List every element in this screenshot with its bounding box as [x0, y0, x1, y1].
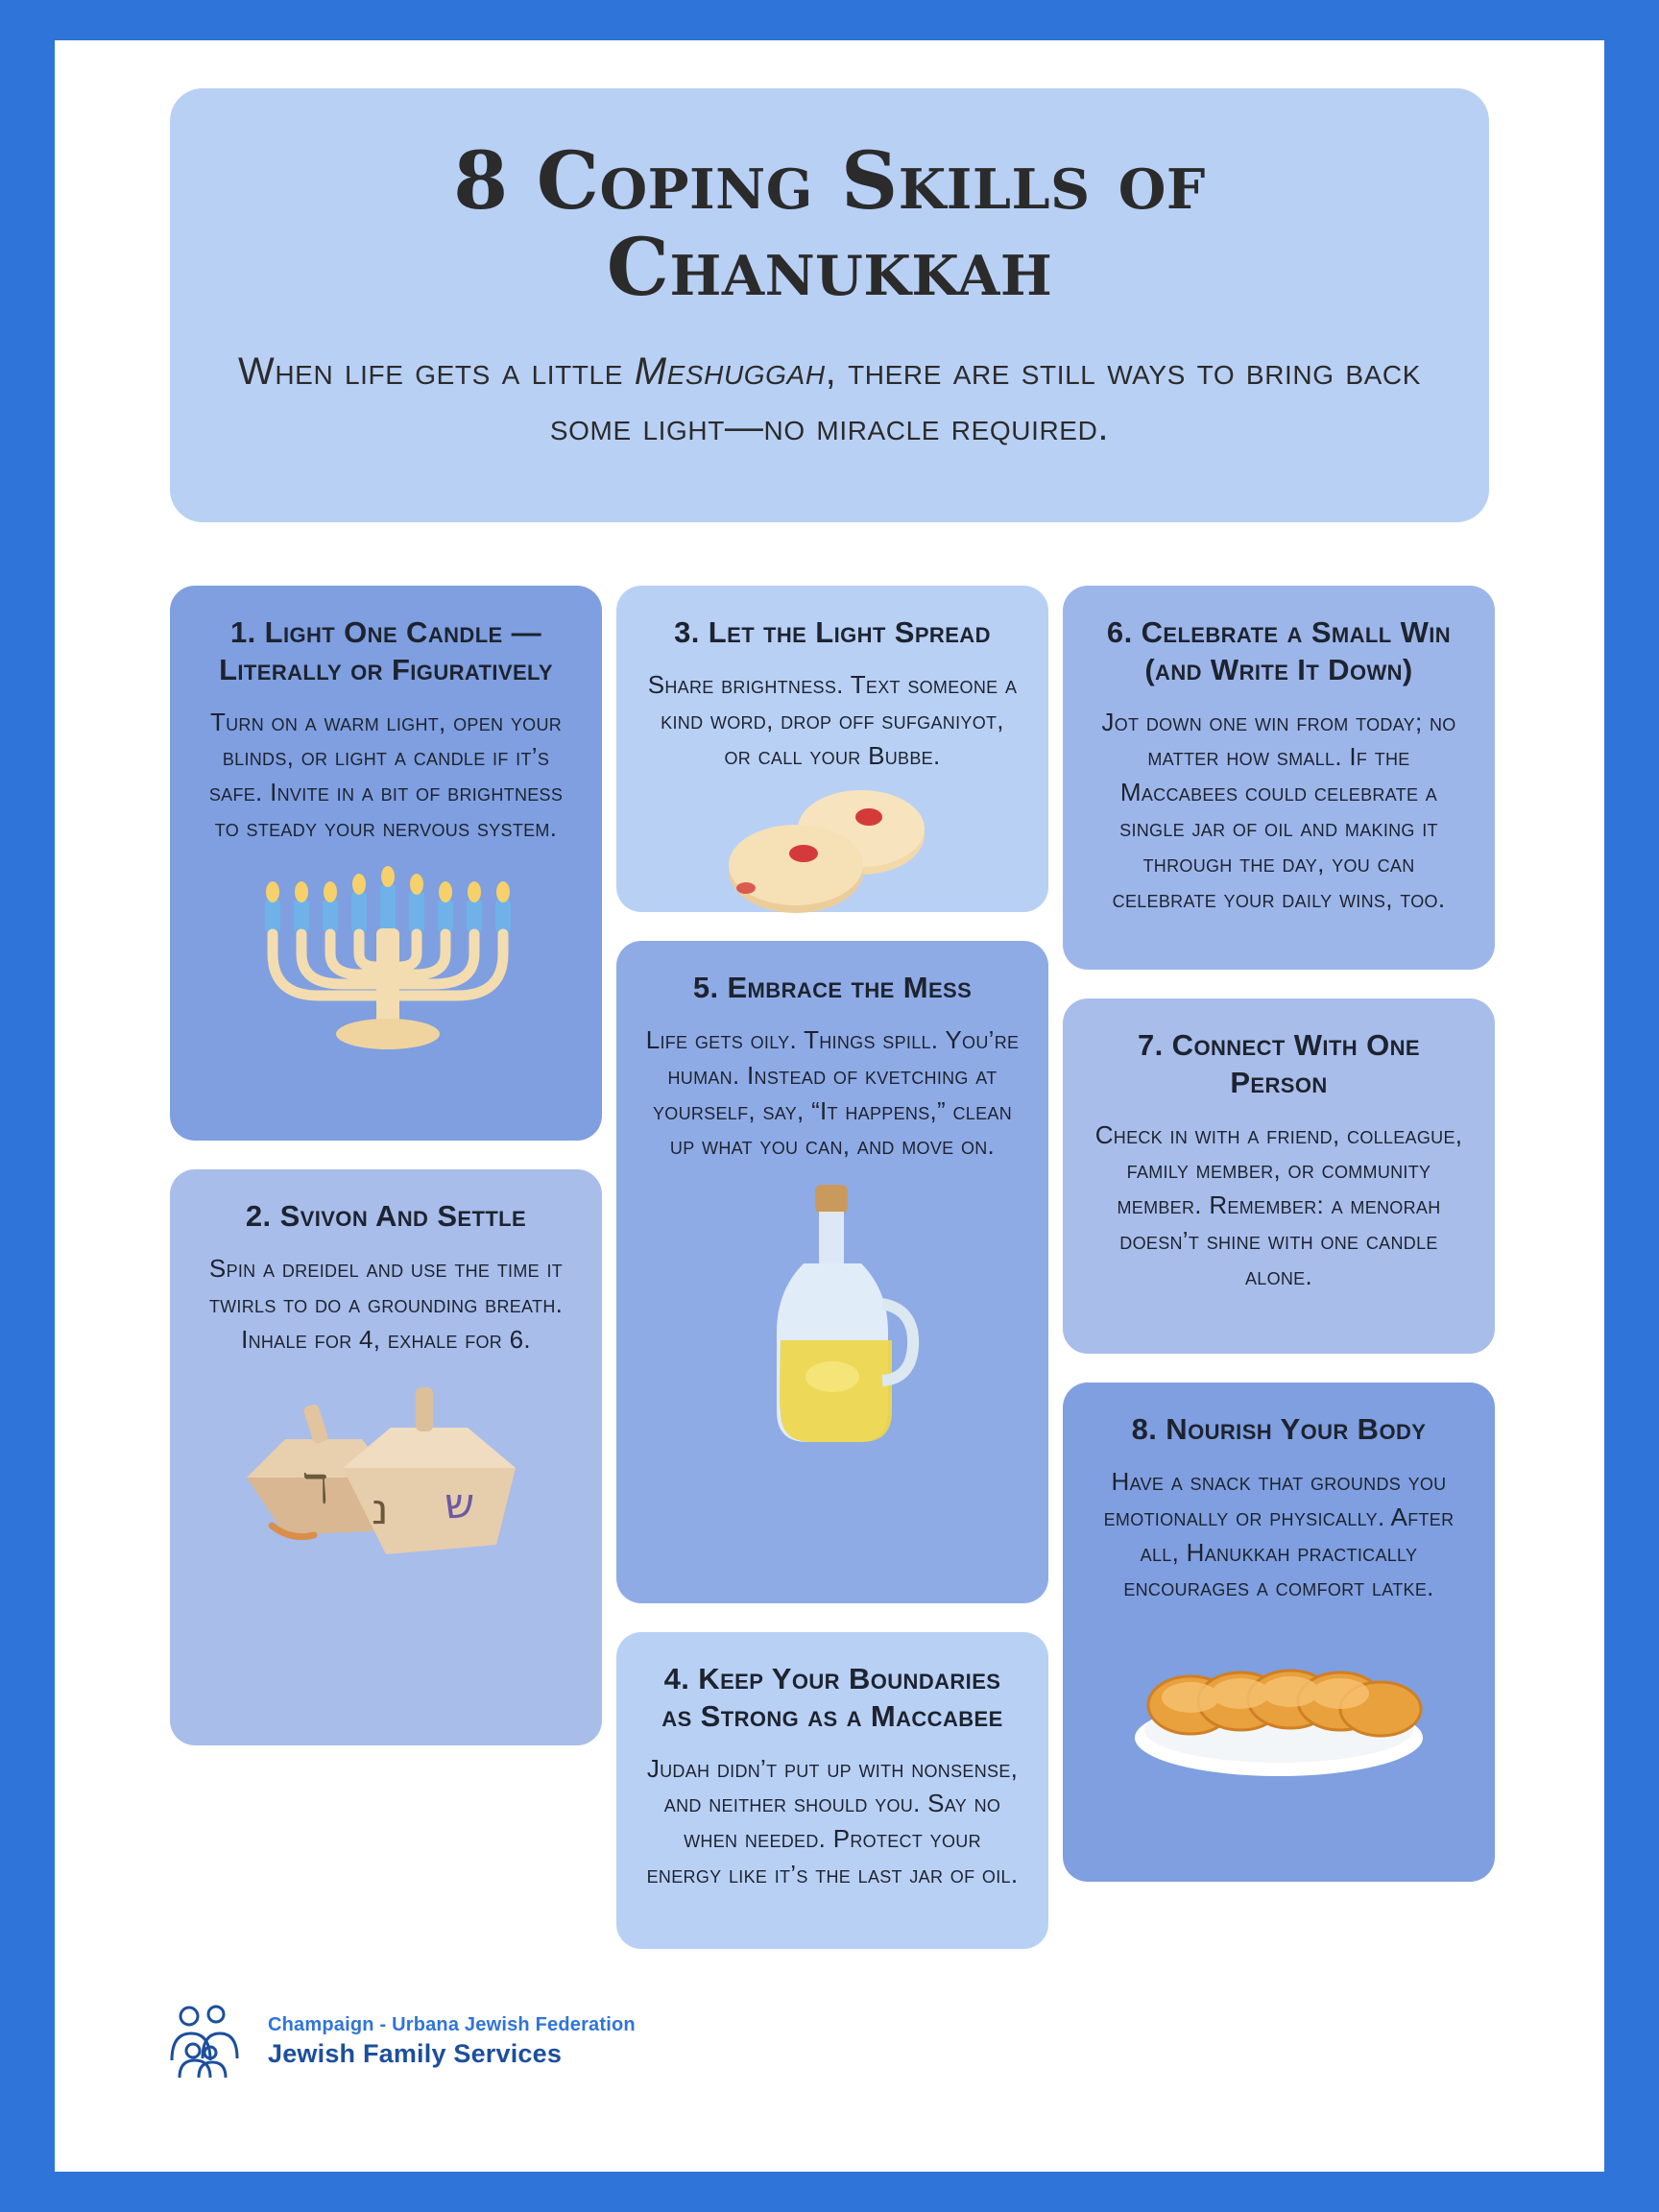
card-6: [1063, 586, 1495, 970]
subtitle-emphasis: Meshuggah: [634, 350, 826, 394]
card-2-heading: 2. Svivon And Settle: [245, 1199, 527, 1233]
card-7: [1063, 998, 1495, 1354]
header-banner: [170, 88, 1489, 522]
card-8-heading: 8. Nourish Your Body: [1131, 1412, 1427, 1446]
page-title: 8 Coping Skills of Chanukkah: [453, 135, 1206, 315]
latkes-illustration: [1116, 1621, 1442, 1784]
card-1-heading: 1. Light One Candle — Literally or Figuratively: [219, 615, 553, 686]
column-left: [170, 586, 602, 1774]
subtitle-part-1: When life gets a little: [238, 350, 635, 394]
card-3-body: Share brightness. Text someone a kind word, drop off sufganiyot, or call your Bubbe.: [647, 669, 1018, 770]
dreidels-illustration: [228, 1372, 544, 1593]
menorah-illustration: [242, 861, 530, 1053]
card-6-body: Jot down one win from today; no matter how small. If the Maccabees could celebrate a single jar of oil and making it through the day, you can celebrate your daily wins, too.: [1101, 707, 1456, 914]
card-2-body: Spin a dreidel and use the time it twirls to do a grounding breath. Inhale for 4, exhale for 6.: [208, 1253, 564, 1354]
svg-text:ℸ: ℸ: [302, 1465, 329, 1513]
card-8: [1063, 1382, 1495, 1882]
logo-services-line: Jewish Family Services: [268, 2039, 563, 2069]
logo-text: [268, 2012, 636, 2071]
page-subtitle: [228, 344, 1431, 455]
card-4-heading: 4. Keep Your Boundaries as Strong as a Maccabee: [661, 1662, 1003, 1733]
family-logo-icon: [160, 2001, 252, 2083]
card-3: [616, 586, 1048, 912]
poster-canvas: [55, 40, 1604, 2172]
card-4: [616, 1632, 1048, 1949]
oil-jug-illustration: [736, 1179, 928, 1467]
column-right: [1063, 586, 1495, 1911]
organization-logo: [160, 1989, 660, 2095]
card-8-body: Have a snack that grounds you emotionally or physically. After all, Hanukkah practically encourages a comfort latke.: [1103, 1466, 1455, 1602]
card-7-heading: 7. Connect With One Person: [1138, 1028, 1420, 1099]
subtitle-part-2: , there are still ways to bring back some light—no miracle required.: [549, 350, 1421, 449]
card-4-body: Judah didn’t put up with nonsense, and neither should you. Say no when needed. Protect your energy like it’s the last jar of oil.: [646, 1753, 1019, 1889]
card-7-body: Check in with a friend, colleague, family member, or community member. Remember: a menorah doesn’t shine with one candle alone.: [1094, 1119, 1463, 1291]
sufganiyot-illustration: [708, 788, 957, 913]
svg-text:ש: ש: [445, 1479, 475, 1529]
card-5: [616, 941, 1048, 1603]
card-1: [170, 586, 602, 1141]
card-5-heading: 5. Embrace the Mess: [692, 971, 973, 1004]
svg-text:נ: נ: [372, 1485, 389, 1535]
card-3-heading: 3. Let the Light Spread: [674, 615, 991, 649]
logo-federation-line: Champaign - Urbana Jewish Federation: [268, 2014, 636, 2036]
card-1-body: Turn on a warm light, open your blinds, or light a candle if it’s safe. Invite in a bit of brightness to steady your nervous system.: [208, 707, 564, 843]
card-2: [170, 1169, 602, 1745]
column-center: [616, 586, 1048, 1978]
card-6-heading: 6. Celebrate a Small Win (and Write It Down): [1106, 615, 1452, 686]
card-5-body: Life gets oily. Things spill. You’re human. Instead of kvetching at yourself, say, “It happens,” clean up what you can, and move on.: [645, 1024, 1020, 1161]
